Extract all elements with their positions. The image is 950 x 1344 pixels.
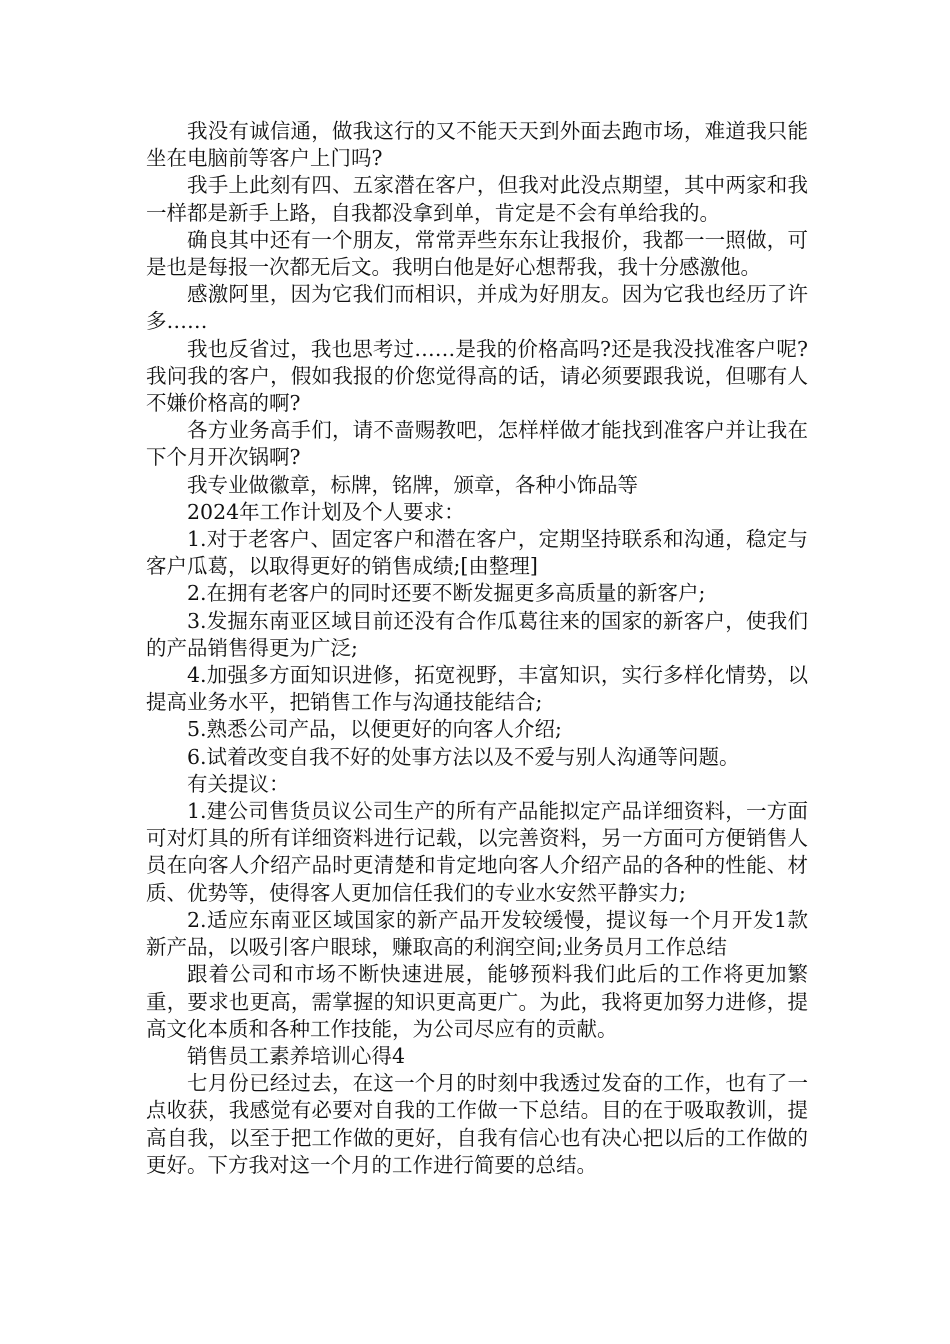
paragraph: 七月份已经过去，在这一个月的时刻中我透过发奋的工作，也有了一点收获，我感觉有必要对自我的工作做一下总结。目的在于吸取教训，提高自我，以至于把工作做的更好，自我有信心也有决心把以后的工作做的更好。下方我对这一个月的工作进行简要的总结。 bbox=[146, 1071, 808, 1177]
paragraph: 我手上此刻有四、五家潜在客户，但我对此没点期望，其中两家和我一样都是新手上路，自我都没拿到单，肯定是不会有单给我的。 bbox=[146, 173, 808, 225]
list-item: 5.熟悉公司产品，以便更好的向客人介绍; bbox=[187, 717, 562, 742]
list-item: 6.试着改变自我不好的处事方法以及不爱与别人沟通等问题。 bbox=[187, 744, 740, 769]
document-body bbox=[146, 118, 808, 1179]
list-item: 2.适应东南亚区域国家的新产品开发较缓慢，提议每一个月开发1款新产品，以吸引客户眼球，赚取高的利润空间;业务员月工作总结 bbox=[146, 907, 808, 960]
list-item: 4.加强多方面知识进修，拓宽视野，丰富知识，实行多样化情势，以提高业务水平，把销售工作与沟通技能结合; bbox=[146, 663, 808, 715]
list-item: 2.在拥有老客户的同时还要不断发掘更多高质量的新客户; bbox=[187, 581, 706, 606]
section-heading: 2024年工作计划及个人要求： bbox=[187, 499, 465, 524]
list-item: 3.发掘东南亚区域目前还没有合作瓜葛往来的国家的新客户，使我们的产品销售得更为广泛; bbox=[146, 608, 808, 660]
section-heading: 销售员工素养培训心得4 bbox=[187, 1043, 406, 1068]
list-item: 1.对于老客户、固定客户和潜在客户，定期坚持联系和沟通，稳定与客户瓜葛，以取得更好的销售成绩;[由整理] bbox=[146, 527, 808, 579]
section-heading: 有关提议： bbox=[187, 771, 290, 796]
paragraph: 跟着公司和市场不断快速进展，能够预料我们此后的工作将更加繁重，要求也更高，需掌握的知识更高更广。为此，我将更加努力进修，提高文化本质和各种工作技能，为公司尽应有的贡献。 bbox=[146, 962, 808, 1041]
paragraph: 我也反省过，我也思考过……是我的价格高吗?还是我没找准客户呢?我问我的客户，假如我报的价您觉得高的话，请必须要跟我说，但哪有人不嫌价格高的啊? bbox=[146, 336, 808, 416]
list-item: 1.建公司售货员议公司生产的所有产品能拟定产品详细资料，一方面可对灯具的所有详细资料进行记载，以完善资料，另一方面可方便销售人员在向客人介绍产品时更清楚和肯定地向客人介绍产品的各种的性能、材质、优势等，使得客人更加信任我们的专业水安然平静实力; bbox=[146, 799, 808, 905]
paragraph: 我专业做徽章，标牌，铭牌，颁章，各种小饰品等 bbox=[187, 472, 638, 497]
paragraph: 各方业务高手们，请不啬赐教吧，怎样样做才能找到准客户并让我在下个月开次锅啊? bbox=[146, 418, 808, 470]
paragraph: 我没有诚信通，做我这行的又不能天天到外面去跑市场，难道我只能坐在电脑前等客户上门吗? bbox=[146, 119, 808, 171]
paragraph: 感激阿里，因为它我们而相识，并成为好朋友。因为它我也经历了许多…… bbox=[146, 282, 808, 334]
paragraph: 确良其中还有一个朋友，常常弄些东东让我报价，我都一一照做，可是也是每报一次都无后文。我明白他是好心想帮我，我十分感激他。 bbox=[146, 227, 808, 280]
